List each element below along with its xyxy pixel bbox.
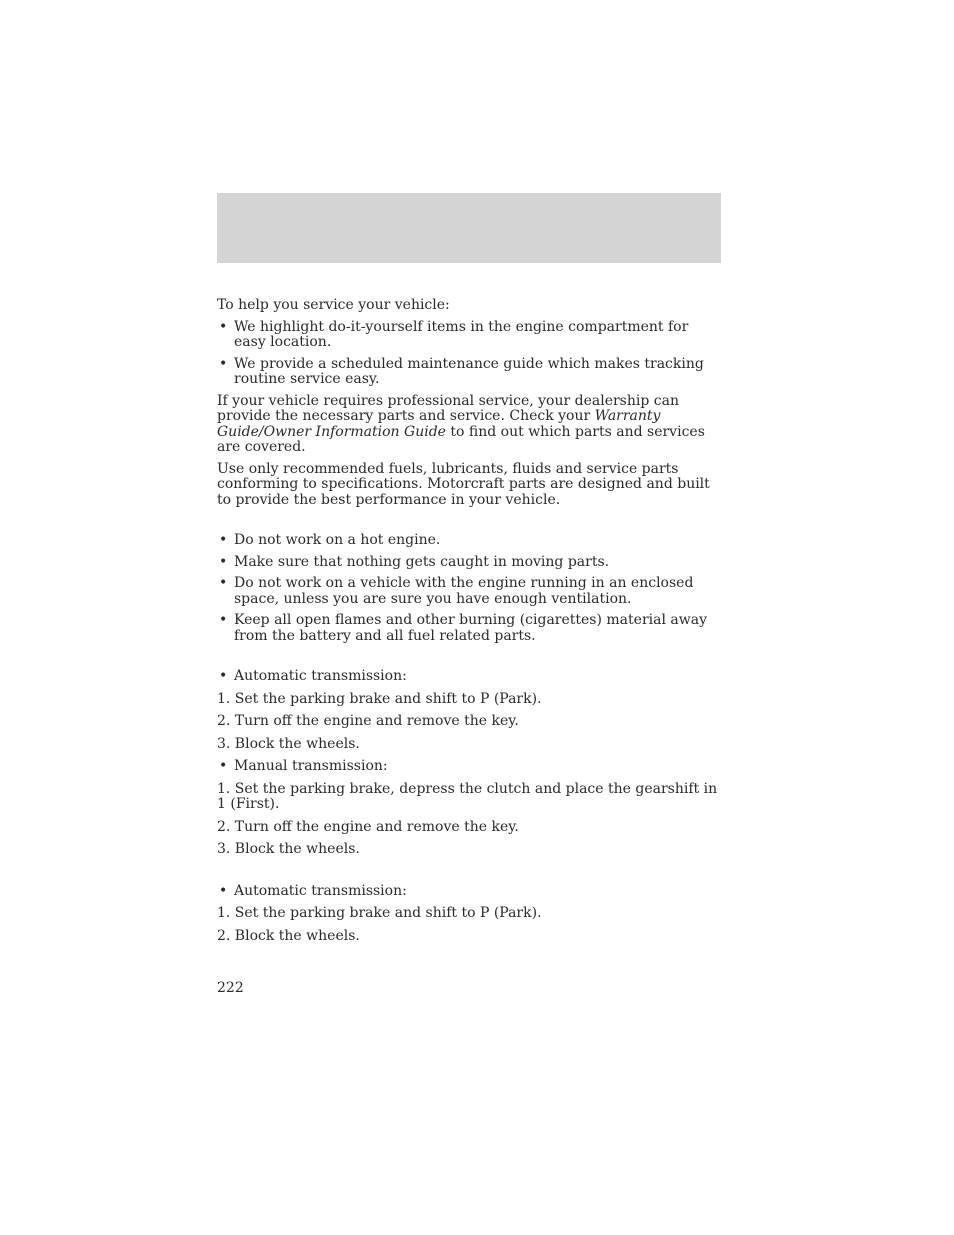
list-item [217, 613, 721, 644]
list-item [217, 320, 721, 351]
list-item-text: Do not work on a hot engine. [234, 532, 441, 548]
list-item [217, 555, 721, 571]
bullet-icon: • [219, 318, 228, 335]
page-number: 222 [217, 980, 244, 996]
list-item [217, 759, 721, 775]
list-item [217, 533, 721, 549]
bullet-icon: • [219, 553, 228, 570]
list-item-text: Automatic transmission: [234, 668, 407, 684]
bullet-icon: • [219, 882, 228, 899]
recommend-paragraph: Use only recommended fuels, lubricants, fluids and service parts conforming to specifications. Motorcraft parts are designed and built to provide the best performance in your vehicle. [217, 460, 710, 508]
list-item [217, 357, 721, 388]
list-item-text: Automatic transmission: [234, 882, 407, 899]
list-item-text: Make sure that nothing gets caught in moving parts. [234, 553, 610, 570]
list-item-text: Do not work on a vehicle with the engine running in an enclosed space, unless you are sure you have enough ventilation. [234, 575, 694, 607]
bullet-icon: • [219, 668, 228, 684]
list-item-text: Keep all open flames and other burning (cigarettes) material away from the battery and all fuel related parts. [234, 612, 707, 644]
bullet-icon: • [219, 758, 228, 774]
paragraph-text: to find out which parts and services are covered. [217, 423, 705, 455]
step-item: 1. Set the parking brake and shift to P (Park). [217, 690, 542, 707]
step-item: 2. Block the wheels. [217, 927, 360, 944]
list-item [217, 576, 721, 607]
list-item-text: Manual transmission: [234, 758, 388, 774]
bullet-icon: • [219, 575, 228, 591]
list-item-text: We provide a scheduled maintenance guide which makes tracking routine service easy. [234, 355, 704, 387]
step-item: 1. Set the parking brake, depress the clutch and place the gearshift in 1 (First). [217, 780, 718, 812]
section-gap [217, 865, 721, 884]
step-item: 2. Turn off the engine and remove the key. [217, 713, 519, 729]
section-gap [217, 650, 721, 669]
step-item: 1. Set the parking brake and shift to P (Park). [217, 905, 542, 921]
bullet-icon: • [219, 355, 228, 372]
list-item [217, 884, 721, 900]
list-item [217, 669, 721, 685]
bullet-icon: • [219, 532, 228, 548]
step-item: 2. Turn off the engine and remove the key. [217, 818, 519, 835]
step-item: 3. Block the wheels. [217, 841, 360, 857]
section-gap [217, 514, 721, 533]
paragraph-text: If your vehicle requires professional service, your dealership can provide the necessary parts and service. Check your [217, 392, 679, 424]
header-band [217, 193, 721, 263]
page-content [217, 298, 721, 951]
list-item-text: We highlight do-it-yourself items in the engine compartment for easy location. [234, 318, 689, 350]
professional-service-paragraph [217, 394, 721, 456]
bullet-icon: • [219, 612, 228, 628]
guide-title: Warranty Guide/Owner Information Guide [217, 408, 661, 440]
intro-lead: To help you service your vehicle: [217, 297, 450, 313]
step-item: 3. Block the wheels. [217, 735, 360, 752]
